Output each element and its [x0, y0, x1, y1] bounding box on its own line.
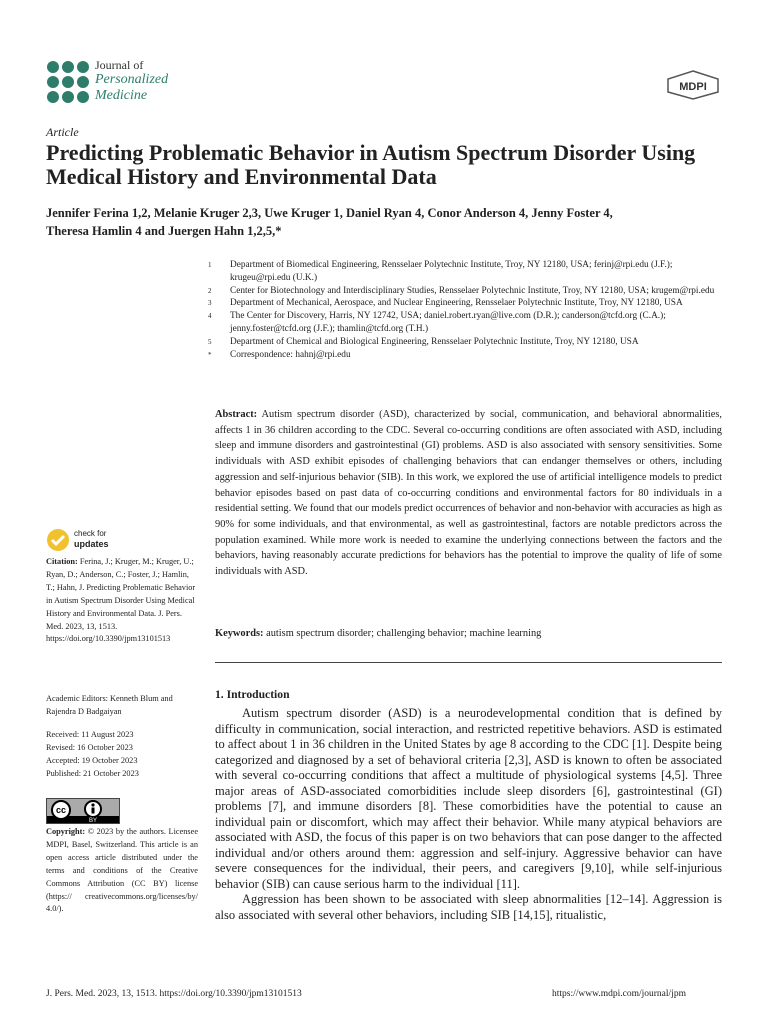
affiliation-number: 2	[208, 286, 212, 295]
abstract	[215, 407, 722, 580]
logo-dot	[62, 61, 74, 73]
affiliation-number: *	[208, 350, 212, 359]
affiliation-number: 3	[208, 299, 212, 308]
logo-dot	[47, 61, 59, 73]
affiliation-text: Correspondence: hahnj@rpi.edu	[230, 349, 351, 360]
authors-line2: Theresa Hamlin 4 and Juergen Hahn 1,2,5,*	[46, 224, 282, 238]
cc-by-license-badge[interactable]	[46, 798, 120, 824]
logo-dot	[62, 91, 74, 103]
affiliation-item	[208, 259, 728, 285]
citation-label: Citation:	[46, 557, 78, 566]
affiliation-text: Department of Chemical and Biological Engineering, Rensselaer Polytechnic Institute, Troy, NY 12180, USA	[230, 336, 639, 347]
affiliation-number: 5	[208, 337, 212, 346]
authors-line1: Jennifer Ferina 1,2, Melanie Kruger 2,3, Uwe Kruger 1, Daniel Ryan 4, Conor Anderson 4, Jenny Foster 4,	[46, 206, 613, 220]
article-title: Predicting Problematic Behavior in Autism Spectrum Disorder Using Medical History and Environmental Data	[46, 140, 696, 189]
logo-dot	[77, 91, 89, 103]
abstract-text: Autism spectrum disorder (ASD), characterized by social, communication, and behavioral abnormalities, affects 1 in 36 children according to the CDC. Several co-occurring conditions are often associated with ASD, including sleep and immune disorders and gastrointestinal (GI) problems. ASD is also associated with sensory sensitivities. Some individuals with ASD exhibit episodes of challenging behaviors that can endanger themselves or others, including aggression and self-injurious behavior (SIB). In this work, we explored the use of artificial intelligence models to predict behavior episodes based on past data of co-occurring conditions and environmental factors for 80 individuals in a residential setting. We found that our models predict occurrences of behavior and non-behavior with accuracies as high as 90% for some individuals, and that environmental, as well as gastrointestinal, factors are notable predictors across the population examined. While more work is needed to examine the underlying connections between the factors and the behaviors, having reasonably accurate predictions for behaviors has the potential to improve the quality of life of some individuals with ASD.	[215, 409, 722, 578]
logo-dot	[47, 76, 59, 88]
logo-dot	[47, 91, 59, 103]
logo-dot	[77, 61, 89, 73]
section-heading: 1. Introduction	[215, 688, 290, 701]
affiliation-item	[208, 285, 728, 298]
affiliation-text: Department of Mechanical, Aerospace, and Nuclear Engineering, Rensselaer Polytechnic Institute, Troy, NY 12180, USA	[230, 298, 683, 309]
divider	[215, 662, 722, 663]
footer-journal-link[interactable]: https://www.mdpi.com/journal/jpm	[552, 989, 686, 999]
affiliations	[208, 259, 728, 361]
affiliation-item	[208, 310, 728, 336]
keywords-label: Keywords:	[215, 628, 264, 639]
affiliation-text: Center for Biotechnology and Interdisciplinary Studies, Rensselaer Polytechnic Institute, Troy, NY 12180, USA; krugem@rpi.edu	[230, 285, 715, 296]
paragraph-2: Aggression has been shown to be associated with sleep abnormalities [12–14]. Aggression is also associated with several other behaviors, including SIB [14,15], ritualistic,	[215, 892, 722, 922]
copyright-text: © 2023 by the authors. Licensee MDPI, Basel, Switzerland. This article is an open access article distributed under the terms and conditions of the Creative Commons Attribution (CC BY) license (https:// creativecommons.org/licenses/by/ 4.0/).	[46, 827, 199, 914]
logo-dot	[62, 76, 74, 88]
copyright-block	[46, 826, 198, 916]
affiliation-text: The Center for Discovery, Harris, NY 12742, USA; daniel.robert.ryan@live.com (D.R.); canderson@tcfd.org (C.A.); jenny.foster@tcfd.org (J.F.); thamlin@tcfd.org (T.H.)	[230, 311, 666, 334]
check-for-updates-badge[interactable]	[46, 528, 196, 552]
copyright-label: Copyright:	[46, 827, 86, 836]
check-updates-icon	[46, 528, 70, 552]
check-updates-line2: updates	[74, 539, 109, 549]
revised-date: Revised: 16 October 2023	[46, 742, 133, 752]
journal-name-line1: Personalized	[95, 72, 169, 87]
mdpi-logo	[666, 70, 720, 100]
dates-block	[46, 729, 198, 781]
published-date: Published: 21 October 2023	[46, 768, 139, 778]
received-date: Received: 11 August 2023	[46, 730, 134, 739]
journal-name-line2: Medicine	[95, 88, 148, 103]
cc-label: BY	[88, 818, 98, 823]
affiliation-item	[208, 336, 728, 349]
citation-block	[46, 556, 198, 646]
author-list	[46, 204, 736, 240]
article-type: Article	[46, 125, 79, 139]
journal-prefix: Journal of	[95, 58, 144, 72]
citation-text: Ferina, J.; Kruger, M.; Kruger, U.; Ryan, D.; Anderson, C.; Foster, J.; Hamlin, T.; Hahn, J. Predicting Problematic Behavior in Autism Spectrum Disorder Using Medical History and Environmental Data. J. Pers. Med. 2023, 13, 1513. https://doi.org/10.3390/jpm13101513	[46, 557, 196, 644]
publisher-name: MDPI	[679, 81, 707, 93]
footer-citation[interactable]: J. Pers. Med. 2023, 13, 1513. https://doi.org/10.3390/jpm13101513	[46, 989, 302, 999]
academic-editors: Academic Editors: Kenneth Blum and Rajendra D Badgaiyan	[46, 694, 173, 716]
affiliation-number: 4	[208, 312, 212, 321]
keywords	[215, 628, 722, 639]
logo-dot	[77, 76, 89, 88]
affiliation-number: 1	[208, 261, 212, 269]
svg-text:cc: cc	[55, 805, 67, 815]
accepted-date: Accepted: 19 October 2023	[46, 755, 138, 765]
check-updates-line1: check for	[74, 529, 107, 538]
keywords-text: autism spectrum disorder; challenging behavior; machine learning	[266, 628, 542, 639]
paragraph-1: Autism spectrum disorder (ASD) is a neurodevelopmental condition that is defined by difficulty in communication, social interaction, and restricted repetitive behaviors. ASD is estimated to affect about 1 in 36 children in the United States by age 8 according to the CDC [1]. Despite being categorized and diagnosed by a set of behavioral criteria [2,3], ASD is known to often be associated with several co-occurring conditions that affect a multitude of physiological systems [4,5]. Three major areas of ASD-associated comorbidities include sleep disorders [6], gastrointestinal (GI) problems [7], and immune disorders [8]. These comorbidities have the potential to cause an individual pain or discomfort, which may affect their behavior. While many atypical behaviors are associated with ASD, the focus of this paper is on two behaviors that can pose danger to the affected individual and/or others around them: aggression and self-injury. Aggressive behavior can have severe consequences for the individual, their peers, and caregivers [9,10], while self-injurious behavior (SIB) can cause serious harm to the individual [11].	[215, 706, 722, 891]
affiliation-item	[208, 297, 728, 310]
affiliation-text: Department of Biomedical Engineering, Rensselaer Polytechnic Institute, Troy, NY 12180, USA; ferinj@rpi.edu (J.F.); krugeu@rpi.edu (U.K.)	[230, 260, 673, 283]
abstract-label: Abstract:	[215, 409, 258, 420]
journal-name	[95, 72, 168, 104]
cc-icon	[47, 799, 119, 823]
body-text	[215, 706, 722, 923]
journal-logo	[47, 61, 89, 103]
affiliation-item	[208, 349, 728, 362]
